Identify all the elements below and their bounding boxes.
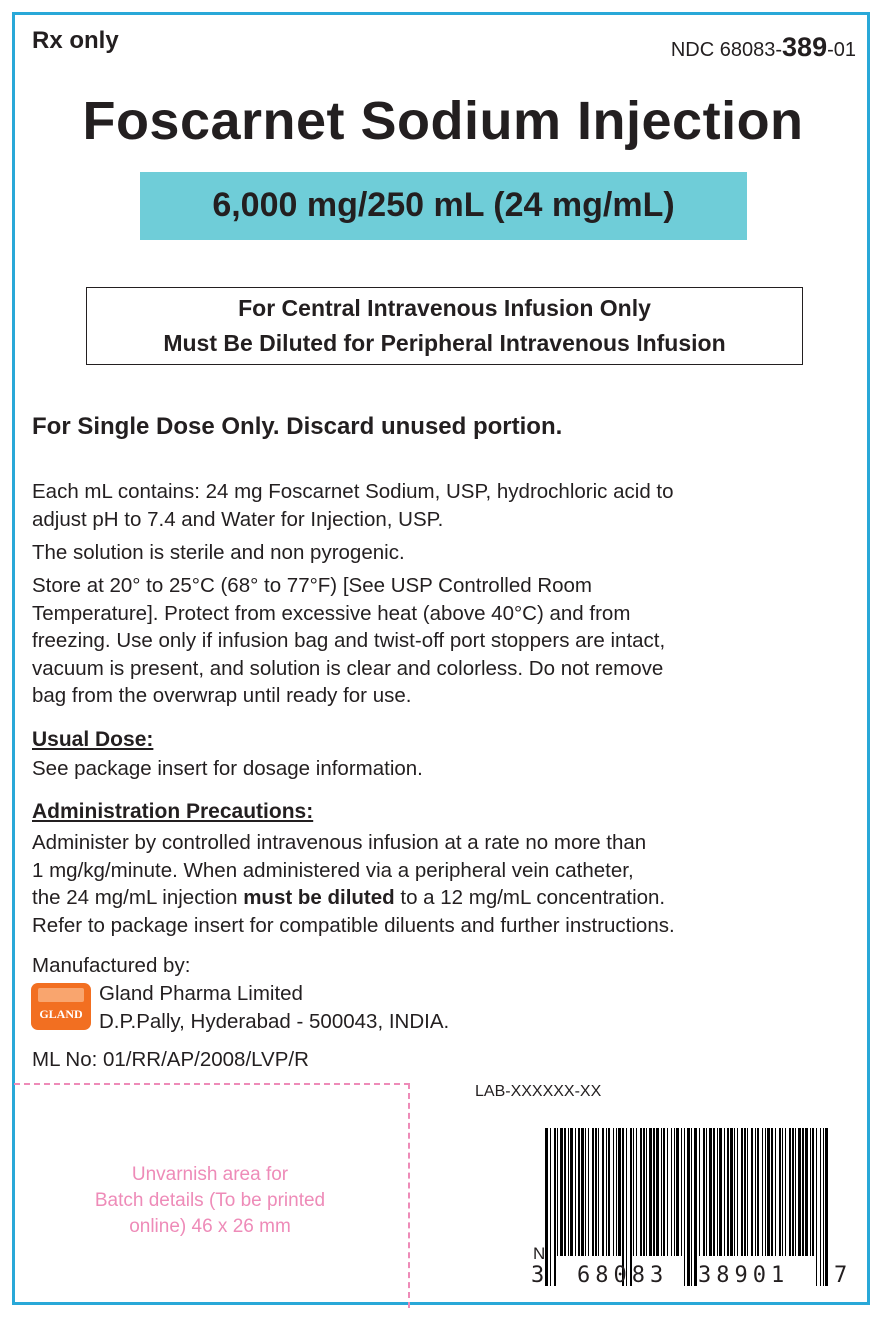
barcode-bar bbox=[816, 1128, 817, 1286]
barcode-bar bbox=[608, 1128, 610, 1256]
barcode-bar bbox=[771, 1128, 773, 1256]
barcode-bar bbox=[706, 1128, 707, 1256]
barcode-check-digit: 7 bbox=[834, 1263, 848, 1288]
barcode-bar bbox=[578, 1128, 580, 1256]
manufacturer-name: Gland Pharma Limited bbox=[99, 982, 303, 1005]
barcode-bar bbox=[560, 1128, 563, 1256]
storage-line: freezing. Use only if infusion bag and twist-off port stoppers are intact, bbox=[32, 629, 666, 652]
barcode-bar bbox=[564, 1128, 566, 1256]
barcode-bar bbox=[792, 1128, 794, 1256]
barcode-bar bbox=[755, 1128, 756, 1256]
barcode-bar bbox=[618, 1128, 621, 1256]
barcode-bar bbox=[798, 1128, 801, 1256]
barcode-bar bbox=[719, 1128, 722, 1256]
barcode-bar bbox=[762, 1128, 763, 1256]
barcode-bar bbox=[671, 1128, 672, 1256]
barcode-bar bbox=[779, 1128, 781, 1256]
lab-code: LAB-XXXXXX-XX bbox=[475, 1083, 602, 1100]
storage-line: bag from the overwrap until ready for use. bbox=[32, 684, 412, 707]
storage-line: Temperature]. Protect from excessive heat (above 40°C) and from bbox=[32, 601, 631, 625]
barcode-bar bbox=[550, 1128, 551, 1286]
gland-logo bbox=[31, 983, 91, 1030]
barcode-bar bbox=[674, 1128, 675, 1256]
admin-line: Administer by controlled intravenous infusion at a rate no more than bbox=[32, 831, 647, 854]
barcode-bar bbox=[820, 1128, 821, 1286]
storage-line: vacuum is present, and solution is clear and colorless. Do not remove bbox=[32, 656, 664, 680]
contents-paragraph bbox=[32, 478, 674, 533]
barcode-bar bbox=[653, 1128, 655, 1256]
barcode-bar bbox=[643, 1128, 645, 1256]
ndc-code bbox=[671, 32, 856, 63]
manufactured-by-label: Manufactured by: bbox=[32, 954, 191, 977]
ndc-suffix: -01 bbox=[827, 39, 856, 61]
barcode-bar bbox=[744, 1128, 746, 1256]
barcode-bar bbox=[724, 1128, 725, 1256]
barcode-bar bbox=[785, 1128, 786, 1256]
barcode-left-digits: 68083 bbox=[577, 1263, 669, 1288]
barcode-bar bbox=[805, 1128, 808, 1256]
infusion-warning-box bbox=[86, 287, 803, 365]
usual-dose-text: See package insert for dosage information. bbox=[32, 757, 423, 780]
barcode-bar bbox=[616, 1128, 617, 1256]
contents-line: adjust pH to 7.4 and Water for Injection, USP. bbox=[32, 507, 444, 531]
barcode-bar bbox=[575, 1128, 576, 1256]
contents-line: Each mL contains: 24 mg Foscarnet Sodium, USP, hydrochloric acid to bbox=[32, 480, 674, 503]
barcode-bar bbox=[717, 1128, 718, 1256]
barcode-bar bbox=[737, 1128, 738, 1256]
barcode-bar bbox=[747, 1128, 748, 1256]
barcode-bar bbox=[825, 1128, 828, 1286]
warning-line-2: Must Be Diluted for Peripheral Intravenous Infusion bbox=[163, 330, 726, 356]
barcode-bar bbox=[585, 1128, 586, 1256]
barcode-lead-digit: 3 bbox=[531, 1263, 545, 1288]
ndc-product: 389 bbox=[782, 32, 828, 62]
barcode-bar bbox=[581, 1128, 584, 1256]
barcode-bar bbox=[823, 1128, 824, 1286]
barcode-bar bbox=[713, 1128, 715, 1256]
batch-line: online) 46 x 26 mm bbox=[129, 1216, 291, 1237]
barcode-bar bbox=[765, 1128, 766, 1256]
barcode-right-digits: 38901 bbox=[698, 1263, 790, 1288]
admin-line-text: to a 12 mg/mL concentration. bbox=[394, 886, 666, 909]
barcode-bar bbox=[767, 1128, 770, 1256]
barcode-bar bbox=[727, 1128, 729, 1256]
barcode-bar bbox=[613, 1128, 614, 1256]
barcode-bar bbox=[568, 1128, 569, 1256]
admin-line: Refer to package insert for compatible diluents and further instructions. bbox=[32, 913, 675, 937]
barcode-bar bbox=[684, 1128, 685, 1286]
barcode-bar bbox=[554, 1128, 556, 1286]
barcode-bar bbox=[656, 1128, 659, 1256]
barcode-bar bbox=[606, 1128, 607, 1256]
ndc-prefix: NDC 68083- bbox=[670, 39, 783, 61]
barcode-bar bbox=[751, 1128, 753, 1256]
barcode-bar bbox=[588, 1128, 589, 1256]
barcode-bar bbox=[795, 1128, 796, 1256]
single-dose-statement: For Single Dose Only. Discard unused portion. bbox=[32, 413, 563, 440]
barcode-bar bbox=[649, 1128, 652, 1256]
manufacturer-block bbox=[99, 980, 449, 1035]
barcode-bar bbox=[646, 1128, 647, 1256]
usual-dose-heading: Usual Dose: bbox=[32, 728, 154, 751]
product-title: Foscarnet Sodium Injection bbox=[82, 91, 804, 151]
admin-precautions-heading: Administration Precautions: bbox=[32, 800, 314, 823]
barcode-bar bbox=[709, 1128, 712, 1256]
barcode-n-letter: N bbox=[533, 1244, 546, 1263]
admin-line bbox=[32, 884, 675, 912]
must-be-diluted-emphasis: must be diluted bbox=[243, 886, 395, 909]
barcode-bar bbox=[602, 1128, 604, 1256]
ml-number: ML No: 01/RR/AP/2008/LVP/R bbox=[32, 1048, 309, 1071]
barcode-bar bbox=[667, 1128, 668, 1256]
barcode-bar bbox=[810, 1128, 811, 1256]
rx-only: Rx only bbox=[32, 27, 119, 54]
barcode-bar bbox=[703, 1128, 705, 1256]
admin-line-text: the 24 mg/mL injection bbox=[32, 886, 244, 909]
barcode-bar bbox=[741, 1128, 743, 1256]
barcode-bar bbox=[812, 1128, 814, 1256]
admin-precautions-paragraph bbox=[32, 829, 675, 939]
barcode-bar bbox=[640, 1128, 642, 1256]
barcode-bar bbox=[570, 1128, 573, 1256]
barcode-bar bbox=[694, 1128, 697, 1286]
barcode-bar bbox=[545, 1128, 548, 1286]
strength-banner: 6,000 mg/250 mL (24 mg/mL) bbox=[140, 172, 747, 240]
barcode-bar bbox=[730, 1128, 733, 1256]
barcode-bar bbox=[557, 1128, 558, 1256]
logo-bar bbox=[38, 988, 84, 1002]
storage-line: Store at 20° to 25°C (68° to 77°F) [See USP Controlled Room bbox=[32, 574, 592, 597]
warning-line-1: For Central Intravenous Infusion Only bbox=[238, 295, 651, 321]
sterile-statement: The solution is sterile and non pyrogenic. bbox=[32, 541, 405, 564]
batch-line: Batch details (To be printed bbox=[94, 1190, 326, 1211]
barcode-bar bbox=[598, 1128, 599, 1256]
barcode-bar bbox=[592, 1128, 594, 1256]
barcode-bar bbox=[699, 1128, 700, 1256]
barcode-bar bbox=[782, 1128, 783, 1256]
barcode-bar bbox=[789, 1128, 791, 1256]
barcode-bar bbox=[676, 1128, 679, 1256]
manufacturer-address: D.P.Pally, Hyderabad - 500043, INDIA. bbox=[99, 1009, 450, 1033]
logo-wordmark: GLAND bbox=[39, 1007, 83, 1021]
barcode-bar bbox=[734, 1128, 735, 1256]
batch-line: Unvarnish area for bbox=[131, 1164, 289, 1185]
barcode-bar bbox=[595, 1128, 597, 1256]
barcode-bar bbox=[687, 1128, 690, 1286]
barcode-bar bbox=[681, 1128, 682, 1256]
barcode-bar bbox=[636, 1128, 637, 1256]
admin-line: 1 mg/kg/minute. When administered via a peripheral vein catheter, bbox=[32, 858, 634, 882]
batch-area-text bbox=[50, 1162, 370, 1240]
barcode-bar bbox=[663, 1128, 665, 1256]
barcode-bar bbox=[661, 1128, 662, 1256]
barcode-bar bbox=[633, 1128, 634, 1256]
barcode-bar bbox=[802, 1128, 804, 1256]
barcode-bar bbox=[757, 1128, 759, 1256]
barcode-bar bbox=[775, 1128, 776, 1256]
barcode-bar bbox=[691, 1128, 692, 1286]
storage-paragraph bbox=[32, 572, 665, 710]
